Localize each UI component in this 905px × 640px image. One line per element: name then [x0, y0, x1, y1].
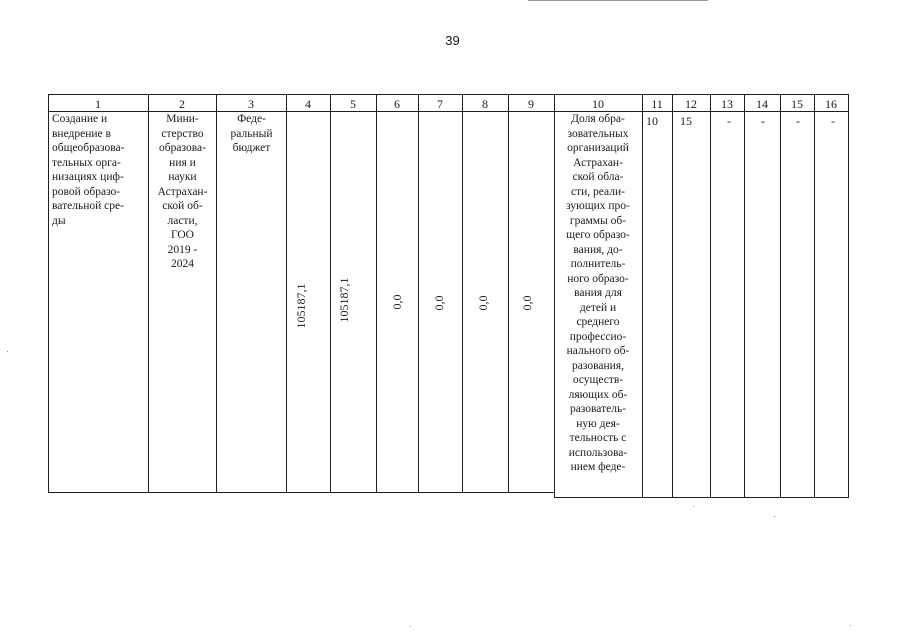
column-border — [48, 94, 49, 493]
cell-amount-2021: 0,0 — [432, 295, 446, 311]
cell-value-2019: 15 — [680, 114, 692, 128]
cell-amount-2019: 105187,1 — [337, 277, 351, 323]
table-bottom-border-left — [48, 492, 554, 493]
column-header-7: 7 — [437, 97, 443, 111]
column-border — [508, 94, 509, 493]
column-border — [744, 94, 745, 498]
cell-amount-2023: 0,0 — [520, 295, 534, 311]
cell-responsible: Мини- стерство образова- ния и науки Астрахан- ской об- ласти, ГОО 2019 - 2024 — [157, 113, 208, 270]
table-bottom-border-right — [554, 497, 848, 498]
column-border — [848, 94, 849, 498]
cell-amount-2020: 0,0 — [390, 294, 404, 310]
column-border — [330, 94, 331, 493]
page-number: 39 — [445, 33, 460, 48]
column-border — [462, 94, 463, 493]
column-header-2: 2 — [179, 97, 185, 111]
column-border — [710, 94, 711, 498]
column-header-6: 6 — [394, 97, 400, 111]
column-header-13: 13 — [721, 97, 733, 111]
column-header-8: 8 — [482, 97, 488, 111]
cell-amount-2022: 0,0 — [476, 295, 490, 311]
column-header-3: 3 — [248, 97, 254, 111]
cell-value-2020: - — [727, 114, 731, 128]
column-border — [672, 94, 673, 498]
column-border — [642, 94, 643, 498]
column-header-5: 5 — [350, 97, 356, 111]
column-header-10: 10 — [592, 97, 604, 111]
column-header-12: 12 — [685, 97, 697, 111]
cell-total-amount: 105187,1 — [294, 283, 308, 329]
cell-indicator-name: Доля обра- зовательных организаций Астрахан- ской обла- сти, реали- зующих про- граммы об- щего образо- вания, до- полнитель- ного образо- вания для детей и среднего профессио- нального об- разования, осуществ- ляющих об- разователь- ную дея- тельность с использова- нием феде- — [566, 113, 630, 473]
column-header-14: 14 — [756, 97, 768, 111]
column-border — [376, 94, 377, 493]
column-header-1: 1 — [95, 97, 101, 111]
column-header-15: 15 — [791, 97, 803, 111]
column-border — [418, 94, 419, 493]
cell-value-2023: - — [831, 114, 835, 128]
column-header-11: 11 — [651, 97, 663, 111]
column-header-4: 4 — [305, 97, 311, 111]
cell-value-2022: - — [796, 114, 800, 128]
column-border — [814, 94, 815, 498]
cell-base-value: 10 — [646, 114, 658, 128]
cell-value-2021: - — [761, 114, 765, 128]
column-border — [286, 94, 287, 493]
column-header-9: 9 — [528, 97, 534, 111]
cell-funding-source: Феде- ральный бюджет — [230, 113, 273, 154]
column-header-16: 16 — [825, 97, 837, 111]
cell-event-name: Создание и внедрение в общеобразова- тельных орга- низациях циф- ровой образо- вательной сре- ды — [52, 113, 125, 227]
column-border — [780, 94, 781, 498]
